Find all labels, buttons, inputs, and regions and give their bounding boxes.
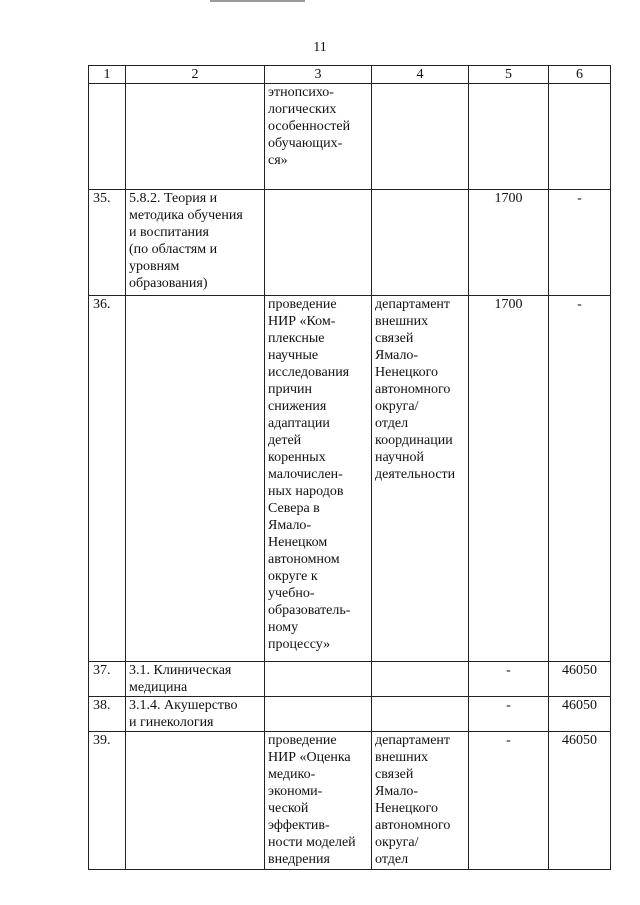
table-row: [89, 732, 611, 870]
amount-cell-6: [549, 84, 611, 190]
document-table: [88, 65, 611, 870]
amount-cell-5: -: [469, 662, 549, 697]
field-name-cell: [126, 296, 265, 662]
row-number: [89, 84, 126, 190]
table-row: [89, 697, 611, 732]
table-row: [89, 662, 611, 697]
table-row: [89, 84, 611, 190]
organization-cell: [372, 190, 469, 296]
table-row: [89, 296, 611, 662]
amount-cell-6: -: [549, 190, 611, 296]
header-cell: 3: [265, 66, 372, 84]
amount-cell-5: -: [469, 697, 549, 732]
amount-cell-5: -: [469, 732, 549, 870]
header-cell: 2: [126, 66, 265, 84]
field-name-cell: 5.8.2. Теория и методика обучения и воспитания (по областям и уровням образования): [126, 190, 265, 296]
row-number: 35.: [89, 190, 126, 296]
amount-cell-5: 1700: [469, 190, 549, 296]
table-row: [89, 190, 611, 296]
activity-cell: проведение НИР «Оценка медико- экономи- ческой эффектив- ности моделей внедрения: [265, 732, 372, 870]
activity-cell: [265, 697, 372, 732]
organization-cell: департамент внешних связей Ямало- Ненецкого автономного округа/ отдел: [372, 732, 469, 870]
amount-cell-6: 46050: [549, 662, 611, 697]
organization-cell: департамент внешних связей Ямало- Ненецкого автономного округа/ отдел координации научной деятельности: [372, 296, 469, 662]
organization-cell: [372, 662, 469, 697]
amount-cell-5: 1700: [469, 296, 549, 662]
row-number: 38.: [89, 697, 126, 732]
row-number: 36.: [89, 296, 126, 662]
amount-cell-5: [469, 84, 549, 190]
field-name-cell: [126, 84, 265, 190]
organization-cell: [372, 84, 469, 190]
scan-artifact-line: [210, 0, 305, 2]
amount-cell-6: 46050: [549, 697, 611, 732]
row-number: 39.: [89, 732, 126, 870]
activity-cell: [265, 190, 372, 296]
activity-cell: [265, 662, 372, 697]
header-cell: 4: [372, 66, 469, 84]
activity-cell: проведение НИР «Ком- плексные научные исследования причин снижения адаптации детей коренных малочислен- ных народов Севера в Ямало- Ненецком автономном округе к учебно- образователь- ному процессу»: [265, 296, 372, 662]
activity-cell: этнопсихо- логических особенностей обучающих- ся»: [265, 84, 372, 190]
table-header-row: [89, 66, 611, 84]
page-number: 11: [313, 40, 327, 55]
header-cell: 5: [469, 66, 549, 84]
organization-cell: [372, 697, 469, 732]
header-cell: 1: [89, 66, 126, 84]
amount-cell-6: -: [549, 296, 611, 662]
row-number: 37.: [89, 662, 126, 697]
field-name-cell: 3.1. Клиническая медицина: [126, 662, 265, 697]
amount-cell-6: 46050: [549, 732, 611, 870]
header-cell: 6: [549, 66, 611, 84]
field-name-cell: [126, 732, 265, 870]
field-name-cell: 3.1.4. Акушерство и гинекология: [126, 697, 265, 732]
